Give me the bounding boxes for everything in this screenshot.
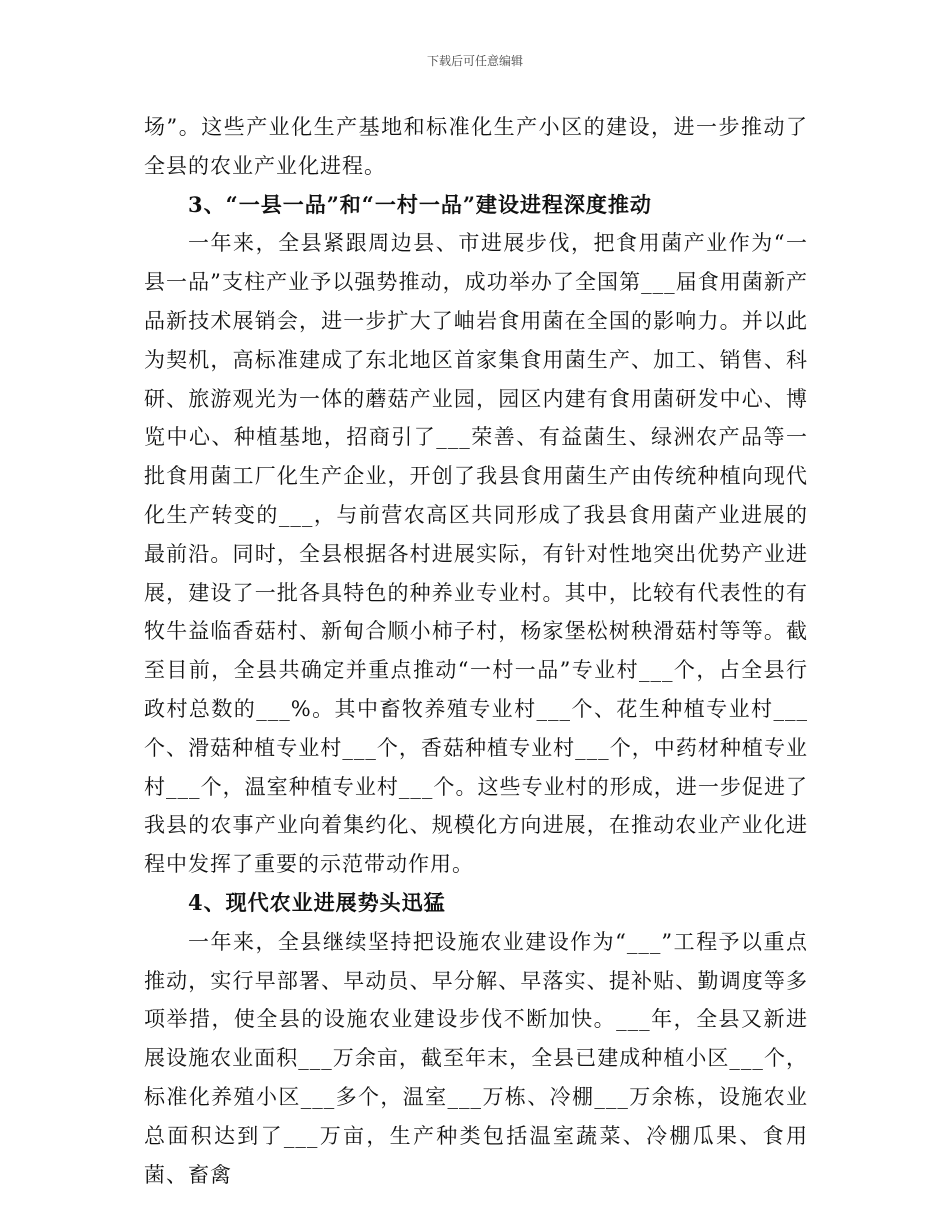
section-heading-3: 3、“一县一品”和“一村一品”建设进程深度推动 — [188, 191, 652, 217]
paragraph-modern-agriculture: 一年来，全县继续坚持把设施农业建设作为“___”工程予以重点推动，实行早部署、早动员、早分解、早落实、提补贴、勤调度等多项举措，使全县的设施农业建设步伐不断加快。___年，全县又新进展设施农业面积___万余亩，截至年末，全县已建成种植小区___个，标准化养殖小区___多个，温室___万栋、冷棚___万余栋，设施农业总面积达到了___万亩，生产种类包括温室蔬菜、冷棚瓜果、食用菌、畜禽 — [144, 929, 808, 1187]
paragraph-one-county-one-product: 一年来，全县紧跟周边县、市进展步伐，把食用菌产业作为“一县一品”支柱产业予以强势推动，成功举办了全国第___届食用菌新产品新技术展销会，进一步扩大了岫岩食用菌在全国的影响力。并以此为契机，高标准建成了东北地区首家集食用菌生产、加工、销售、科研、旅游观光为一体的蘑菇产业园，园区内建有食用菌研发中心、博览中心、种植基地，招商引了___荣善、有益菌生、绿洲农产品等一批食用菌工厂化生产企业，开创了我县食用菌生产由传统种植向现代化生产转变的___，与前营农高区共同形成了我县食用菌产业进展的最前沿。同时，全县根据各村进展实际，有针对性地突出优势产业进展，建设了一批各具特色的种养业专业村。其中，比较有代表性的有牧牛益临香菇村、新甸合顺小柿子村，杨家堡松树秧滑菇村等等。截至目前，全县共确定并重点推动“一村一品”专业村___个，占全县行政村总数的___%。其中畜牧养殖专业村___个、花生种植专业村___个、滑菇种植专业村___个，香菇种植专业村___个，中药材种植专业村___个，温室种植专业村___个。这些专业村的形成，进一步促进了我县的农事产业向着集约化、规模化方向进展，在推动农业产业化进程中发挥了重要的示范带动作用。 — [144, 231, 808, 877]
paragraph-continued: 场”。这些产业化生产基地和标准化生产小区的建设，进一步推动了全县的农业产业化进程。 — [144, 115, 808, 178]
section-heading-4: 4、现代农业进展势头迅猛 — [188, 889, 446, 915]
running-header: 下载后可任意编辑 — [426, 54, 523, 68]
document-body — [144, 108, 808, 1194]
